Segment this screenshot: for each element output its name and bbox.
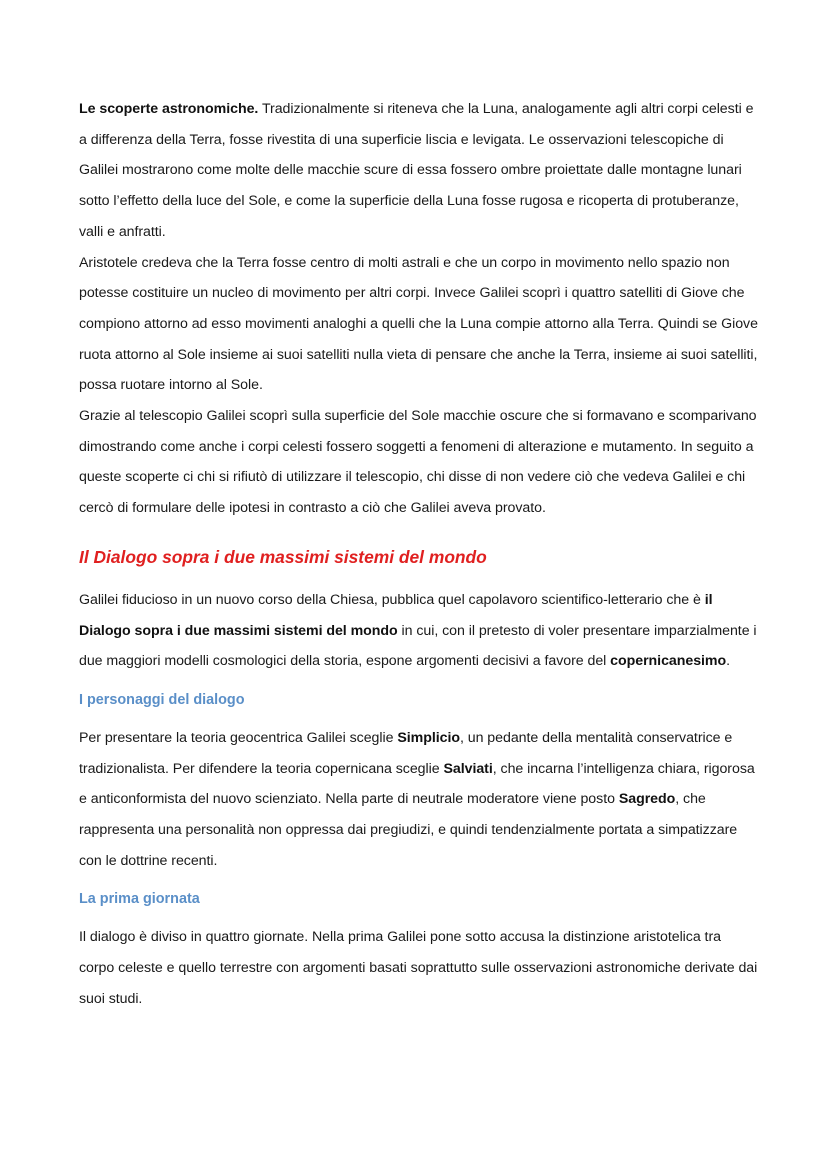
text-segment: Per presentare la teoria geocentrica Galilei sceglie bbox=[79, 729, 398, 746]
heading-personaggi: I personaggi del dialogo bbox=[79, 691, 245, 708]
text-segment: , che incarna l’intelligenza chiara, rigorosa e anticonformista del nuovo scienziato. Nella parte di neutrale moderatore viene posto bbox=[79, 760, 755, 808]
bold-title-dialogo: il Dialogo sopra i due massimi sistemi del mondo bbox=[79, 591, 713, 639]
paragraph-prima-giornata: Il dialogo è diviso in quattro giornate. Nella prima Galilei pone sotto accusa la distinzione aristotelica tra corpo celeste e quello terrestre con argomenti basati soprattutto sulle osservazioni astronomiche derivate dai suoi studi. bbox=[79, 929, 758, 1007]
paragraph-lead: Le scoperte astronomiche. bbox=[79, 101, 259, 117]
paragraph-lunar-surface bbox=[79, 94, 758, 248]
text-segment: Galilei fiducioso in un nuovo corso della Chiesa, pubblica quel capolavoro scientifico-letterario che è bbox=[79, 591, 705, 608]
paragraph-jupiter-satellites: Aristotele credeva che la Terra fosse centro di molti astrali e che un corpo in movimento nello spazio non potesse costituire un nucleo di movimento per altri corpi. Invece Galilei scoprì i quattro satelliti di Giove che compiono attorno ad esso movimenti analoghi a quelli che la Luna compie attorno alla Terra. Quindi se Giove ruota attorno al Sole insieme ai suoi satelliti nulla vieta di pensare che anche la Terra, insieme ai suoi satelliti, possa ruotare intorno al Sole. bbox=[79, 254, 758, 394]
text-segment: in cui, con il pretesto di voler presentare imparzialmente i due maggiori modelli cosmologici della storia, espone argomenti decisivi a favore del bbox=[79, 622, 757, 670]
bold-salviati: Salviati bbox=[443, 760, 493, 777]
bold-copernicanesimo: copernicanesimo bbox=[610, 653, 727, 670]
paragraph-dialogo-intro bbox=[79, 585, 758, 677]
paragraph-text: Tradizionalmente si riteneva che la Luna, analogamente agli altri corpi celesti e a differenza della Terra, fosse rivestita di una superficie liscia e levigata. Le osservazioni telescopiche di Galilei mostrarono come molte delle macchie scure di essa fossero ombre proiettate dalle montagne lunari sotto l’effetto della luce del Sole, e come la superficie della Luna fosse rugosa e ricoperta di protuberanze, valli e anfratti. bbox=[79, 101, 754, 240]
paragraph-personaggi bbox=[79, 723, 758, 877]
bold-simplicio: Simplicio bbox=[397, 729, 460, 746]
heading-prima-giornata: La prima giornata bbox=[79, 891, 200, 908]
heading-dialogo: Il Dialogo sopra i due massimi sistemi del mondo bbox=[79, 546, 487, 567]
text-segment: , che rappresenta una personalità non oppressa dai pregiudizi, e quindi tendenzialmente portata a simpatizzare con le dottrine recenti. bbox=[79, 791, 738, 869]
paragraph-sunspots: Grazie al telescopio Galilei scoprì sulla superficie del Sole macchie oscure che si formavano e scomparivano dimostrando come anche i corpi celesti fossero soggetti a fenomeni di alterazione e mutamento. In seguito a queste scoperte ci chi si rifiutò di utilizzare il telescopio, chi disse di non vedere ciò che vedeva Galilei e chi cercò di formulare delle ipotesi in contrasto a ciò che Galilei aveva provato. bbox=[79, 408, 757, 517]
text-segment: . bbox=[726, 653, 731, 670]
text-segment: , un pedante della mentalità conservatrice e tradizionalista. Per difendere la teoria copernicana sceglie bbox=[79, 729, 733, 777]
bold-sagredo: Sagredo bbox=[618, 791, 676, 808]
